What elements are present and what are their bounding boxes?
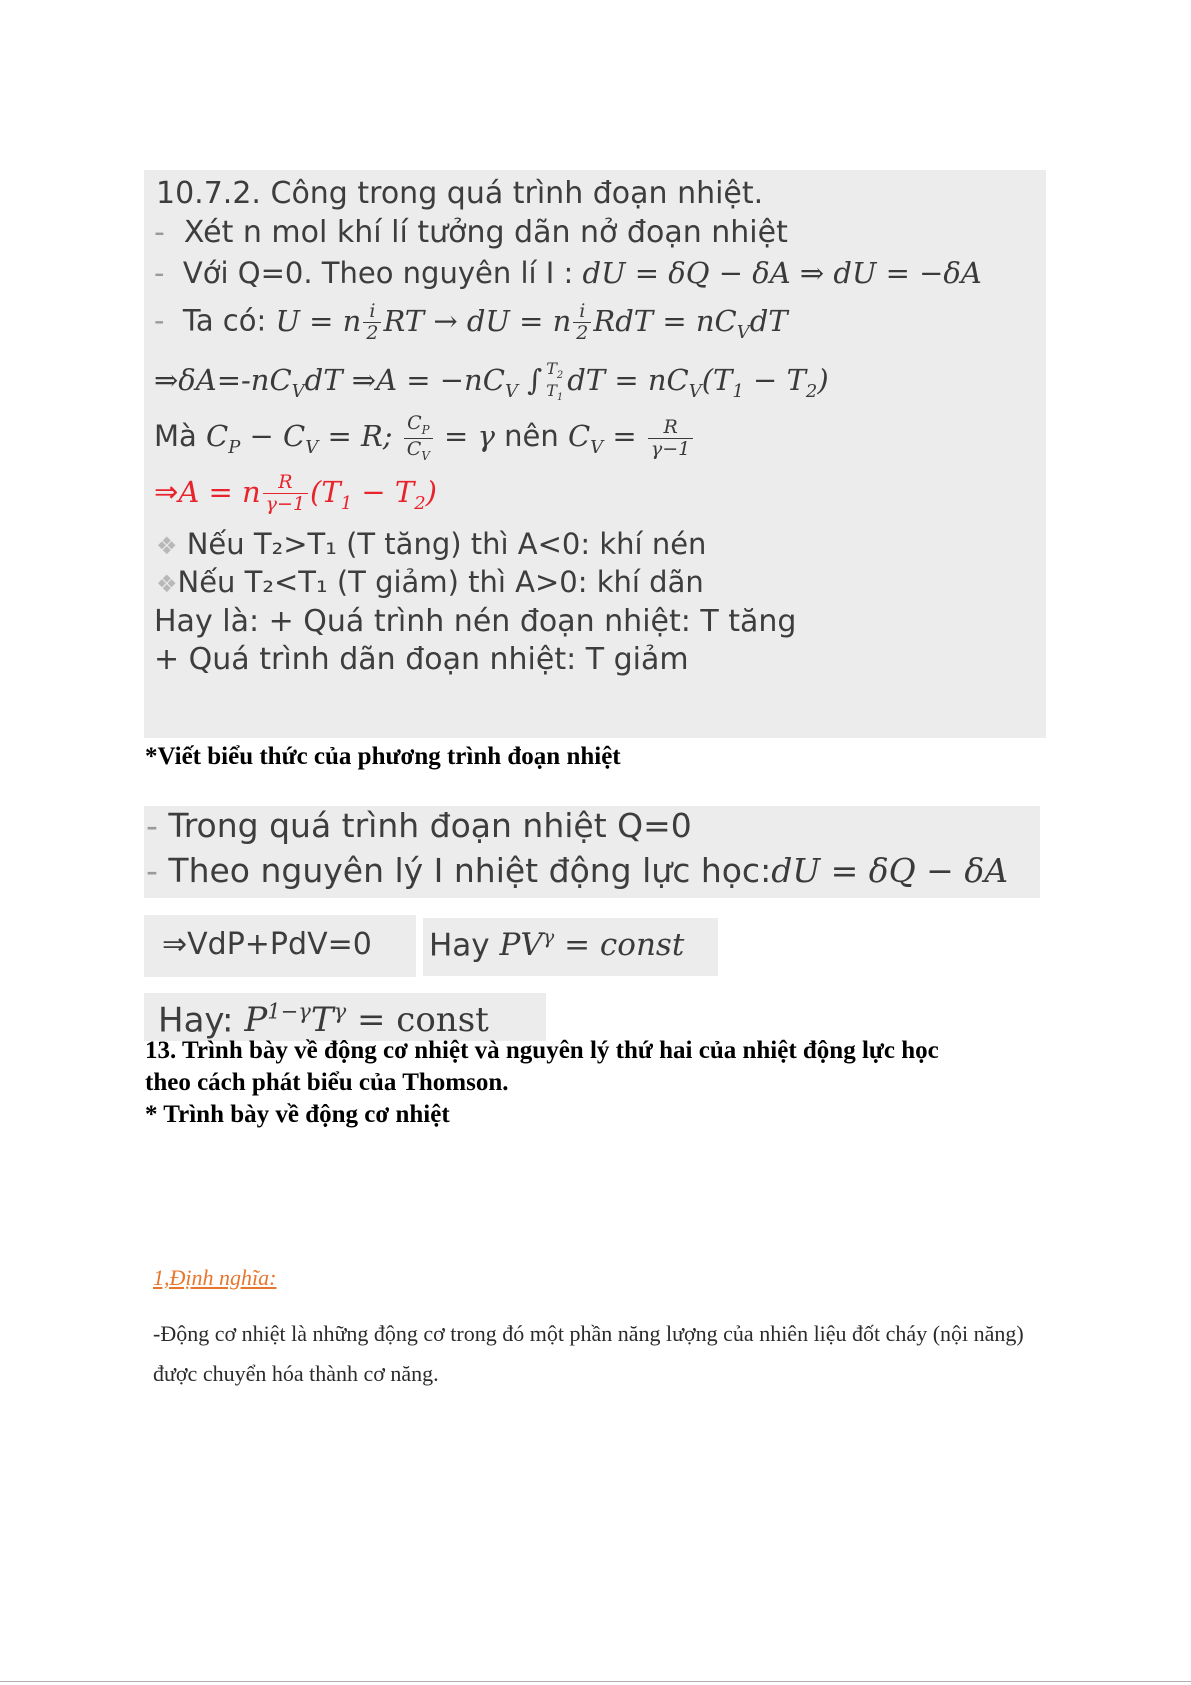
line-2-text: Xét n mol khí lí tưởng dãn nở đoạn nhiệt	[183, 215, 788, 250]
last-line: + Quá trình dãn đoạn nhiệt: T giảm	[154, 642, 689, 677]
slide-pv-gamma	[423, 918, 718, 976]
diamond-bullet-icon: ❖	[156, 570, 178, 598]
slide-line-3	[154, 256, 982, 290]
slide-first-law	[144, 806, 1040, 898]
pv-gamma-formula: $PV^\gamma$ = const	[499, 926, 685, 964]
first-law-formula: dU = δQ − δA ⇒ dU = −δA	[582, 256, 982, 290]
bullet-compression	[156, 527, 706, 561]
slide-p-t-relation	[144, 993, 546, 1041]
definition-title: 1,Định nghĩa:	[153, 1265, 277, 1290]
slide2-line-2-text: Theo nguyên lý I nhiệt động lực học:	[168, 851, 772, 890]
line-6-mid: nên	[494, 419, 568, 454]
definition-line-2: được chuyển hóa thành cơ năng.	[153, 1361, 439, 1386]
adiabatic-equation-label: *Viết biểu thức của phương trình đoạn nhiệt	[145, 743, 621, 770]
cv-formula: $C_V$ = $\frac{R}{\gamma-1}$	[568, 419, 695, 453]
work-integral-formula: $\Rightarrow\delta A=-nC_VdT$ ⇒A = $-nC_V$ ∫ $T_2$ $T_1$ dT = $nC_V(T_1 - T_2)$	[154, 359, 829, 404]
diamond-bullet-icon: ❖	[156, 532, 178, 560]
question-13-line-3: * Trình bày về động cơ nhiệt	[145, 1101, 450, 1128]
p-t-prefix: Hay:	[158, 1000, 245, 1041]
question-13-line-1: 13. Trình bày về động cơ nhiệt và nguyên lý thứ hai của nhiệt động lực học	[145, 1037, 939, 1064]
slide-line-4	[154, 302, 788, 343]
slide-heading: 10.7.2. Công trong quá trình đoạn nhiệt.	[156, 176, 764, 211]
footer-rule	[0, 1681, 1191, 1682]
pv-gamma-line	[429, 926, 684, 963]
hay-la-line: Hay là: + Quá trình nén đoạn nhiệt: T tăng	[154, 604, 797, 639]
slide-adiabatic-work	[144, 170, 1046, 738]
dash-bullet: -	[154, 215, 184, 250]
vdp-pdv-formula: ⇒VdP+PdV=0	[162, 927, 372, 962]
line-4-text: Ta có:	[182, 303, 276, 338]
internal-energy-formula: U = n $\frac{i}{2}$ RT → dU = n $\frac{i}{2}$ RdT = $nC_VdT$	[275, 300, 788, 344]
slide2-line-1	[146, 806, 692, 845]
first-law-formula-2: dU = δQ − δA	[771, 851, 1009, 890]
dash-bullet: -	[154, 256, 183, 290]
line-6-text: Mà	[154, 419, 207, 454]
slide2-line-1-text: Trong quá trình đoạn nhiệt Q=0	[168, 806, 692, 845]
question-13-line-2: theo cách phát biểu của Thomson.	[145, 1069, 509, 1096]
p-t-line	[158, 999, 489, 1040]
pv-gamma-prefix: Hay	[429, 927, 500, 964]
line-3-text: Với Q=0. Theo nguyên lí I :	[182, 256, 583, 290]
mayer-relation: $C_P - C_V = R$; $\frac{C_P}{C_V}$ = γ	[206, 412, 495, 463]
result-work-formula: ⇒A = n $\frac{R}{\gamma-1}$ $(T_1 - T_2)$	[154, 471, 437, 515]
dash-bullet: -	[146, 806, 169, 845]
definition-line-1: -Động cơ nhiệt là những động cơ trong đó một phần năng lượng của nhiên liệu đốt cháy (nội năng)	[153, 1321, 1024, 1346]
bullet-expansion	[156, 565, 704, 599]
slide-vdp-pdv	[144, 915, 416, 977]
slide-line-2	[154, 215, 788, 250]
slide2-line-2	[146, 851, 1008, 890]
bullet-1-text: Nếu T₂>T₁ (T tăng) thì A<0: khí nén	[186, 527, 707, 561]
p-t-formula: $P^{1-\gamma}T^\gamma$ = const	[244, 999, 489, 1041]
bullet-2-text: Nếu T₂<T₁ (T giảm) thì A>0: khí dãn	[177, 565, 704, 599]
dash-bullet: -	[154, 303, 183, 338]
slide-line-6	[154, 414, 695, 462]
dash-bullet: -	[146, 851, 169, 890]
definition-paragraph	[153, 1314, 1183, 1394]
